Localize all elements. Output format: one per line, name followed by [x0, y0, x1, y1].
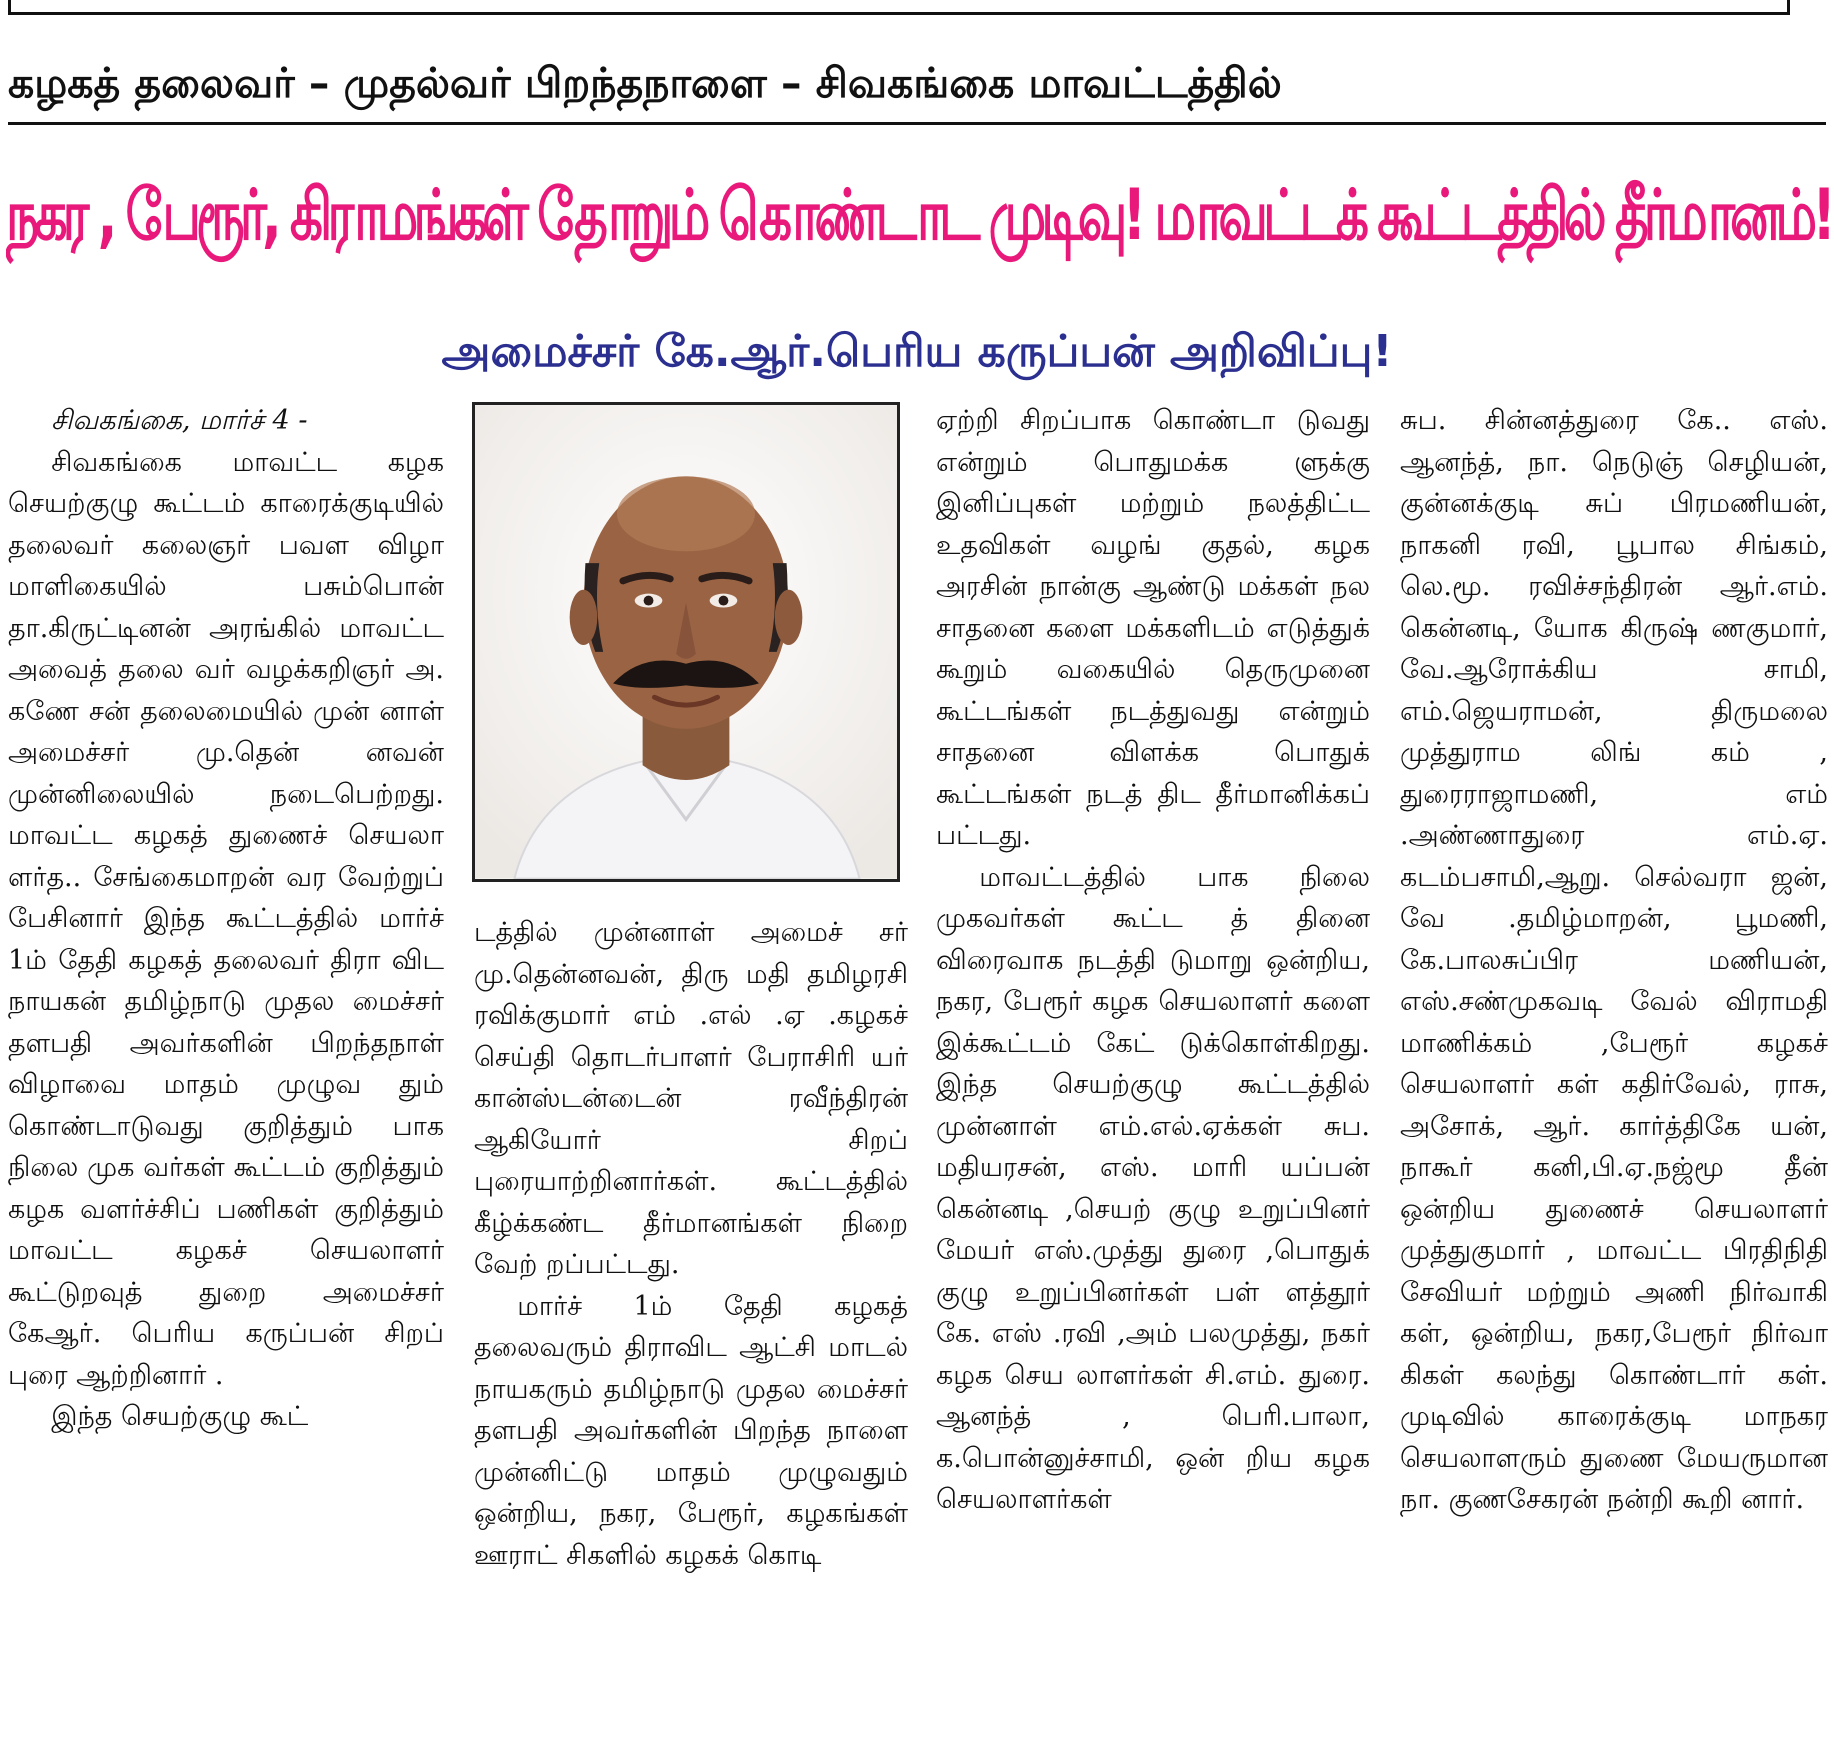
article-column-1 [8, 400, 444, 1762]
kicker-headline: கழகத் தலைவர் – முதல்வர் பிறந்தநாளை – சிவகங்கை மாவட்டத்தில் [8, 59, 1282, 107]
main-headline: நகர , பேரூர், கிராமங்கள் தோறும் கொண்டாட முடிவு! மாவட்டக் கூட்டத்தில் தீர்மானம்! [6, 175, 1831, 257]
top-border-box [8, 0, 1790, 15]
article-paragraph: மாவட்டத்தில் பாக நிலை முகவர்கள் கூட்ட த் தினை விரைவாக நடத்தி டுமாறு ஒன்றிய, நகர, பேரூர் கழக செயலாளர் களை இக்கூட்டம் கேட் டுக்கொள்கிறது. இந்த செயற்குழு கூட்டத்தில் முன்னாள் எம்.எல்.ஏக்கள் சுப. மதியரசன், எஸ். மாரி யப்பன் கென்னடி ,செயற் குழு உறுப்பினர் மேயர் எஸ்.முத்து துரை ,பொதுக் குழு உறுப்பினர்கள் பள் ளத்தூர் கே. எஸ் .ரவி ,அம் பலமுத்து, நகர் கழக செய லாளர்கள் சி.எம். துரை. ஆனந்த் , பெரி.பாலா, க.பொன்னுச்சாமி, ஒன் றிய கழக செயலாளர்கள் [936, 861, 1370, 1515]
article-paragraph: சிவகங்கை மாவட்ட கழக செயற்குழு கூட்டம் காரைக்குடியில் தலைவர் கலைஞர் பவள விழா மாளிகையில் பசும்பொன் தா.கிருட்டினன் அரங்கில் மாவட்ட அவைத் தலை வர் வழக்கறிஞர் அ. கணே சன் தலைமையில் முன் னாள் அமைச்சர் மு.தென் னவன் முன்னிலையில் நடைபெற்றது. மாவட்ட கழகத் துணைச் செயலா ளர்த.. சேங்கைமாறன் வர வேற்றுப் பேசினார் இந்த கூட்டத்தில் மார்ச் 1ம் தேதி கழகத் தலைவர் திரா விட நாயகன் தமிழ்நாடு முதல மைச்சர் தளபதி அவர்களின் பிறந்தநாள் விழாவை மாதம் முழுவ தும் கொண்டாடுவது குறித்தும் பாக நிலை முக வர்கள் கூட்டம் குறித்தும் கழக வளர்ச்சிப் பணிகள் குறித்தும் மாவட்ட கழகச் செயலாளர் கூட்டுறவுத் துறை அமைச்சர் கேஆர். பெரிய கருப்பன் சிறப் புரை ஆற்றினார் . [8, 446, 444, 1391]
article-paragraph: ஏற்றி சிறப்பாக கொண்டா டுவது என்றும் பொதுமக்க ளுக்கு இனிப்புகள் மற்றும் நலத்திட்ட உதவிகள் வழங் குதல், கழக அரசின் நான்கு ஆண்டு மக்கள் நல சாதனை களை மக்களிடம் எடுத்துக் கூறும் வகையில் தெருமுனை கூட்டங்கள் நடத்துவது என்றும் சாதனை விளக்க பொதுக் கூட்டங்கள் நடத் திட தீர்மானிக்கப் பட்டது. [936, 405, 1370, 851]
person-portrait-icon [475, 405, 897, 879]
article-paragraph: சுப. சின்னத்துரை கே.. எஸ். ஆனந்த், நா. நெடுஞ் செழியன், குன்னக்குடி சுப் பிரமணியன், நாகனி ரவி, பூபால சிங்கம், லெ.மூ. ரவிச்சந்திரன் ஆர்.எம். கென்னடி, யோக கிருஷ் ணகுமார், வே.ஆரோக்கிய சாமி, எம்.ஜெயராமன், திருமலை முத்துராம லிங் கம் , துரைராஜாமணி, எம் .அண்ணாதுரை எம்.ஏ. கடம்பசாமி,ஆறு. செல்வரா ஜன், வே .தமிழ்மாறன், பூமணி, கே.பாலசுப்பிர மணியன், எஸ்.சண்முகவடி வேல் விராமதி மாணிக்கம் ,பேரூர் கழகச் செயலாளர் கள் கதிர்வேல், ராசு, அசோக், ஆர். கார்த்திகே யன், நாகூர் கனி,பி.ஏ.நஜ்மூ தீன் ஒன்றிய துணைச் செயலாளர் முத்துகுமார் , மாவட்ட பிரதிநிதி சேவியர் மற்றும் அணி நிர்வாகி கள், ஒன்றிய, நகர,பேரூர் நிர்வா கிகள் கலந்து கொண்டார் கள். முடிவில் காரைக்குடி மாநகர செயலாளரும் துணை மேயருமான நா. குணசேகரன் நன்றி கூறி னார். [1400, 405, 1828, 1515]
subheadline: அமைச்சர் கே.ஆர்.பெரிய கருப்பன் அறிவிப்பு! [441, 326, 1393, 377]
article-column-2 [474, 912, 908, 1762]
dateline: சிவகங்கை, மார்ச் 4 - [51, 405, 308, 436]
article-paragraph: மார்ச் 1ம் தேதி கழகத் தலைவரும் திராவிட ஆட்சி மாடல் நாயகரும் தமிழ்நாடு முதல மைச்சர் தளபதி அவர்களின் பிறந்த நாளை முன்னிட்டு மாதம் முழுவதும் ஒன்றிய, நகர, பேரூர், கழகங்கள் ஊராட் சிகளில் கழகக் கொடி [474, 1290, 908, 1571]
minister-photo [472, 402, 900, 882]
article-paragraph: இந்த செயற்குழு கூட் [51, 1401, 309, 1432]
article-paragraph: டத்தில் முன்னாள் அமைச் சர் மு.தென்னவன், திரு மதி தமிழரசி ரவிக்குமார் எம் .எல் .ஏ .கழகச் செய்தி தொடர்பாளர் பேராசிரி யர் கான்ஸ்டன்டைன் ரவீந்திரன் ஆகியோர் சிறப் புரையாற்றினார்கள். கூட்டத்தில் கீழ்க்கண்ட தீர்மானங்கள் நிறை வேற் றப்பட்டது. [474, 917, 908, 1280]
article-column-4 [1400, 400, 1828, 1762]
article-column-3 [936, 400, 1370, 1762]
